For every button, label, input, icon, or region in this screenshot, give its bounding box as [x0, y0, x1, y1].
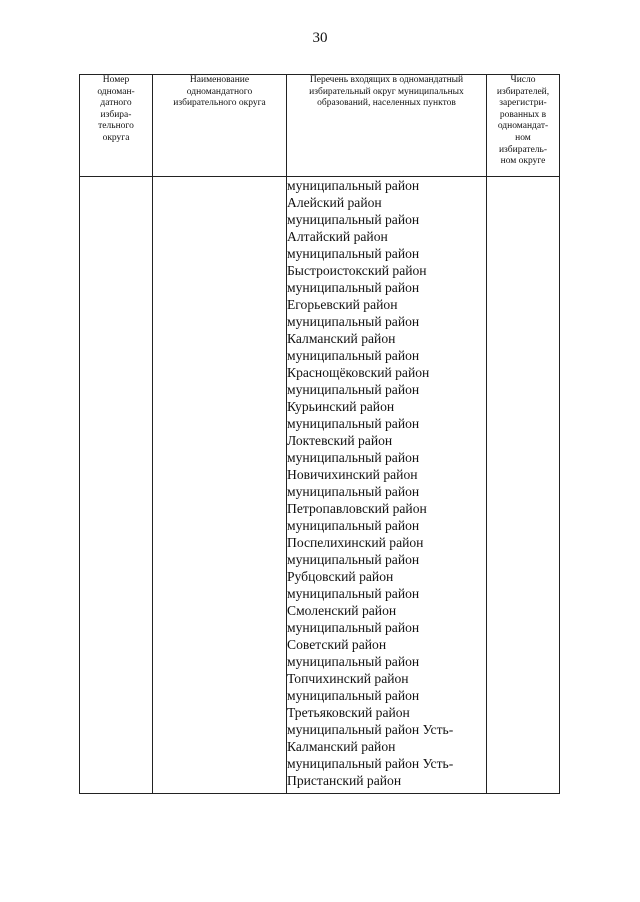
list-item: муниципальный район: [287, 348, 420, 363]
list-item: Смоленский район: [287, 603, 397, 618]
cell-municipalities-list: [287, 177, 487, 794]
list-item: муниципальный район: [287, 688, 420, 703]
list-item: Новичихинский район: [287, 467, 418, 482]
list-item: муниципальный район: [287, 518, 420, 533]
list-item: Поспелихинский район: [287, 535, 424, 550]
list-item: Локтевский район: [287, 433, 393, 448]
list-item: Курьинский район: [287, 399, 395, 414]
list-item: Егорьевский район: [287, 297, 398, 312]
list-item: Алейский район: [287, 195, 382, 210]
list-item: муниципальный район: [287, 620, 420, 635]
municipalities-list: [287, 177, 486, 789]
list-item: Калманский район: [287, 739, 396, 754]
list-item: муниципальный район: [287, 212, 420, 227]
list-item: муниципальный район: [287, 450, 420, 465]
list-item: Алтайский район: [287, 229, 388, 244]
table-header-row: [80, 75, 560, 177]
list-item: Пристанский район: [287, 773, 402, 788]
list-item: Рубцовский район: [287, 569, 394, 584]
cell-voters-count: [487, 177, 560, 794]
table-row: [80, 177, 560, 794]
list-item: муниципальный район: [287, 416, 420, 431]
list-item: Краснощёковский район: [287, 365, 430, 380]
list-item: Петропавловский район: [287, 501, 427, 516]
page-number: 30: [312, 30, 328, 46]
list-item: муниципальный район: [287, 178, 420, 193]
list-item: муниципальный район: [287, 246, 420, 261]
list-item: муниципальный район: [287, 552, 420, 567]
list-item: Быстроистокский район: [287, 263, 427, 278]
cell-district-number: [80, 177, 153, 794]
list-item: Третьяковский район: [287, 705, 410, 720]
electoral-districts-table: [79, 74, 560, 794]
list-item: муниципальный район: [287, 280, 420, 295]
list-item: муниципальный район: [287, 314, 420, 329]
list-item: Советский район: [287, 637, 387, 652]
list-item: Калманский район: [287, 331, 396, 346]
list-item: муниципальный район Усть-: [287, 722, 454, 737]
list-item: муниципальный район: [287, 382, 420, 397]
list-item: муниципальный район: [287, 654, 420, 669]
cell-district-name: [153, 177, 287, 794]
header-district-name: Наименование одномандатного избирательного округа: [153, 75, 287, 177]
header-district-number: Номер одноман- датного избира- тельного округа: [80, 75, 153, 177]
header-voters-count: Число избирателей, зарегистри- рованных в одномандат- ном избиратель- ном округе: [487, 75, 560, 177]
list-item: муниципальный район: [287, 586, 420, 601]
list-item: муниципальный район: [287, 484, 420, 499]
header-municipalities-list: Перечень входящих в одномандатный избирательный округ муниципальных образований, населенных пунктов: [287, 75, 487, 177]
list-item: Топчихинский район: [287, 671, 409, 686]
list-item: муниципальный район Усть-: [287, 756, 454, 771]
